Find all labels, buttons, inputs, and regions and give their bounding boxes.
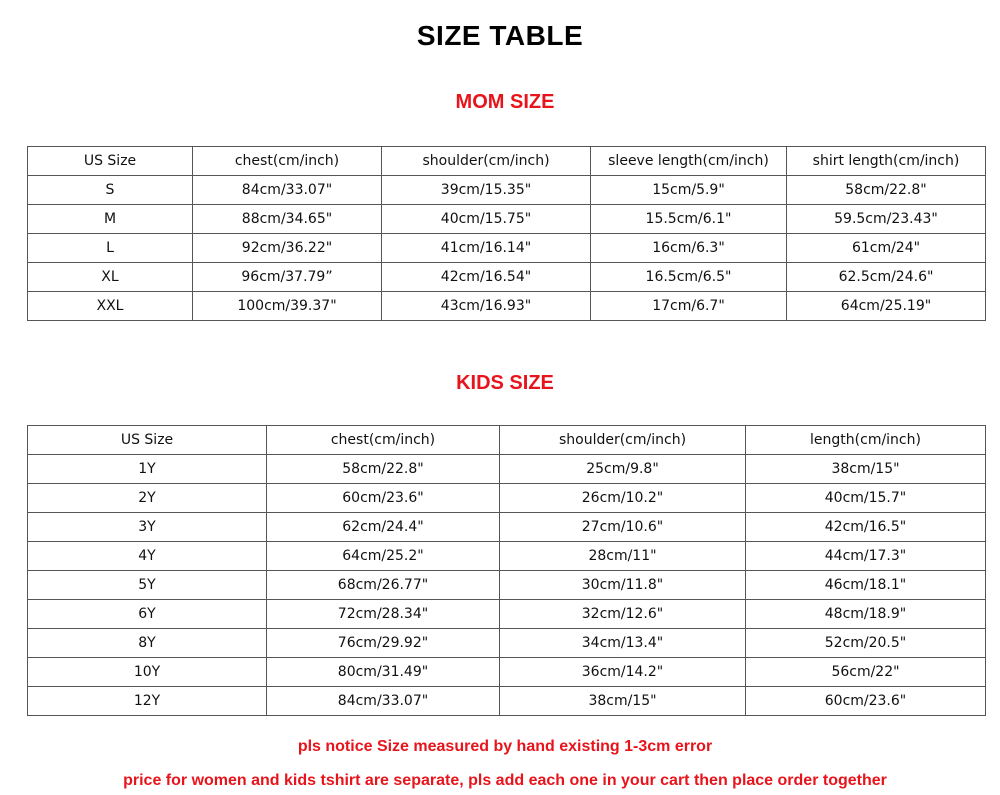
table-cell: 72cm/28.34" [267,600,500,629]
table-cell: 40cm/15.7" [746,484,986,513]
table-cell: 42cm/16.5" [746,513,986,542]
table-cell: L [28,234,193,263]
table-row [28,658,986,687]
table-row [28,455,986,484]
header-cell: shirt length(cm/inch) [787,147,986,176]
table-cell: 100cm/39.37" [193,292,382,321]
table-cell: 26cm/10.2" [500,484,746,513]
table-cell: 38cm/15" [500,687,746,716]
table-cell: 62.5cm/24.6" [787,263,986,292]
table-row [28,687,986,716]
table-cell: S [28,176,193,205]
kids-size-table [27,425,986,716]
table-cell: 17cm/6.7" [591,292,787,321]
table-cell: 64cm/25.2" [267,542,500,571]
header-cell: length(cm/inch) [746,426,986,455]
table-row [28,629,986,658]
table-cell: 60cm/23.6" [746,687,986,716]
table-cell: 64cm/25.19" [787,292,986,321]
table-cell: 44cm/17.3" [746,542,986,571]
table-cell: 1Y [28,455,267,484]
table-cell: 12Y [28,687,267,716]
table-row [28,542,986,571]
table-cell: 38cm/15" [746,455,986,484]
table-cell: 59.5cm/23.43" [787,205,986,234]
table-cell: 3Y [28,513,267,542]
table-cell: 8Y [28,629,267,658]
table-row [28,263,986,292]
table-cell: 88cm/34.65" [193,205,382,234]
table-cell: 58cm/22.8" [787,176,986,205]
table-cell: 39cm/15.35" [382,176,591,205]
table-cell: 25cm/9.8" [500,455,746,484]
table-cell: 42cm/16.54" [382,263,591,292]
table-row [28,513,986,542]
table-cell: 4Y [28,542,267,571]
table-cell: 32cm/12.6" [500,600,746,629]
header-cell: chest(cm/inch) [267,426,500,455]
table-cell: 16.5cm/6.5" [591,263,787,292]
table-cell: 16cm/6.3" [591,234,787,263]
table-cell: 5Y [28,571,267,600]
table-cell: 27cm/10.6" [500,513,746,542]
table-cell: 30cm/11.8" [500,571,746,600]
table-cell: 96cm/37.79” [193,263,382,292]
header-cell: US Size [28,426,267,455]
pricing-notice: price for women and kids tshirt are separate, pls add each one in your cart then place order together [123,772,887,789]
table-header-row [28,147,986,176]
table-row [28,484,986,513]
table-cell: 92cm/36.22" [193,234,382,263]
table-cell: XXL [28,292,193,321]
table-row [28,571,986,600]
table-cell: 68cm/26.77" [267,571,500,600]
table-cell: 58cm/22.8" [267,455,500,484]
table-cell: 10Y [28,658,267,687]
table-cell: M [28,205,193,234]
mom-size-table [27,146,986,321]
measurement-notice: pls notice Size measured by hand existing 1-3cm error [297,738,713,755]
table-cell: 48cm/18.9" [746,600,986,629]
table-cell: 6Y [28,600,267,629]
page-title: SIZE TABLE [416,20,584,51]
table-cell: 84cm/33.07" [193,176,382,205]
header-cell: US Size [28,147,193,176]
table-cell: 76cm/29.92" [267,629,500,658]
table-cell: 46cm/18.1" [746,571,986,600]
header-cell: chest(cm/inch) [193,147,382,176]
table-cell: 36cm/14.2" [500,658,746,687]
kids-size-title: KIDS SIZE [456,372,554,394]
table-cell: 15.5cm/6.1" [591,205,787,234]
table-row [28,600,986,629]
table-cell: 60cm/23.6" [267,484,500,513]
table-cell: XL [28,263,193,292]
table-cell: 84cm/33.07" [267,687,500,716]
header-cell: sleeve length(cm/inch) [591,147,787,176]
table-cell: 15cm/5.9" [591,176,787,205]
mom-size-title: MOM SIZE [455,91,555,113]
header-cell: shoulder(cm/inch) [382,147,591,176]
table-cell: 62cm/24.4" [267,513,500,542]
table-header-row [28,426,986,455]
table-cell: 43cm/16.93" [382,292,591,321]
header-cell: shoulder(cm/inch) [500,426,746,455]
table-row [28,176,986,205]
table-cell: 80cm/31.49" [267,658,500,687]
table-cell: 28cm/11" [500,542,746,571]
table-cell: 2Y [28,484,267,513]
table-row [28,292,986,321]
table-cell: 61cm/24" [787,234,986,263]
table-cell: 56cm/22" [746,658,986,687]
table-cell: 34cm/13.4" [500,629,746,658]
table-cell: 41cm/16.14" [382,234,591,263]
table-row [28,234,986,263]
table-cell: 52cm/20.5" [746,629,986,658]
table-cell: 40cm/15.75" [382,205,591,234]
table-row [28,205,986,234]
